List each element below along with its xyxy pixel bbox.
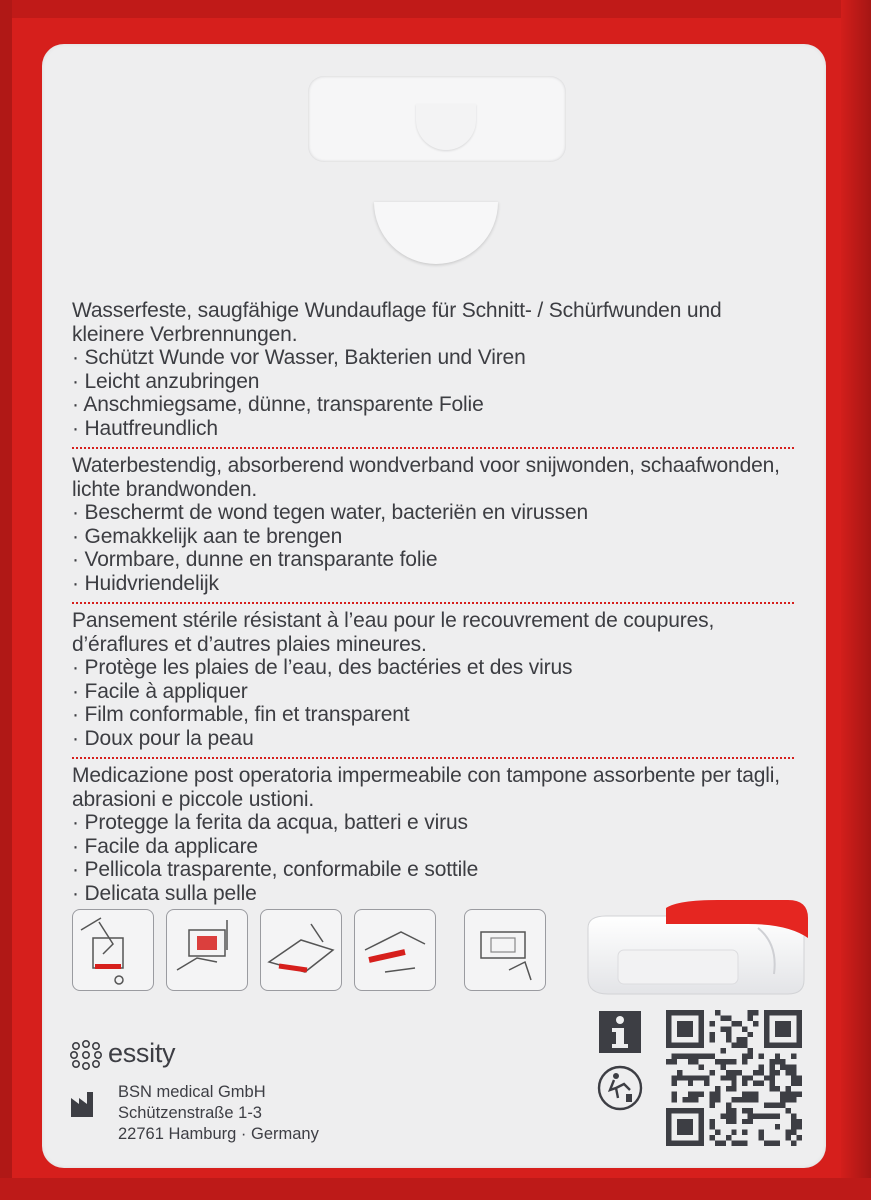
- box-right-edge: [841, 0, 871, 1200]
- section-italian: [72, 761, 794, 910]
- step-5-icon: [464, 909, 546, 991]
- step-4-icon: [354, 909, 436, 991]
- recycle-icon: [596, 1064, 644, 1112]
- bullet-item: · Leicht anzubringen: [72, 370, 794, 394]
- section-french: [72, 606, 794, 755]
- step-3-icon: [260, 909, 342, 991]
- city-country: 22761 Hamburg · Germany: [118, 1125, 319, 1143]
- bullet-item: · Pellicola trasparente, conformabile e sottile: [72, 858, 794, 882]
- bullet-list: [72, 656, 794, 750]
- info-icon: [598, 1010, 642, 1054]
- application-steps: [72, 909, 552, 993]
- section-german: [72, 296, 794, 445]
- box-top-edge: [0, 0, 871, 18]
- bullet-list: [72, 501, 794, 595]
- bullet-item: · Doux pour la peau: [72, 727, 794, 751]
- plaster-product-image: [578, 898, 810, 1002]
- bullet-item: · Facile à appliquer: [72, 680, 794, 704]
- product-description: [72, 296, 794, 910]
- manufacturer-address: [118, 1082, 319, 1145]
- bullet-item: · Hautfreundlich: [72, 417, 794, 441]
- essity-logo: [70, 1038, 230, 1074]
- essity-wordmark: essity: [108, 1038, 176, 1068]
- section-dutch: [72, 451, 794, 600]
- box-left-edge: [0, 0, 12, 1200]
- bullet-list: [72, 346, 794, 440]
- step-1-icon: [72, 909, 154, 991]
- dotted-divider: [72, 602, 794, 604]
- perforated-tab: [374, 202, 498, 264]
- box-bottom-edge: [0, 1178, 871, 1200]
- bullet-item: · Vormbare, dunne en transparante folie: [72, 548, 794, 572]
- bullet-item: · Film conformable, fin et transparent: [72, 703, 794, 727]
- essity-logo-mark: [70, 1040, 102, 1070]
- company-name: BSN medical GmbH: [118, 1083, 266, 1101]
- bullet-item: · Facile da applicare: [72, 835, 794, 859]
- bullet-list: [72, 811, 794, 905]
- bullet-item: · Anschmiegsame, dünne, transparente Folie: [72, 393, 794, 417]
- section-intro: Pansement stérile résistant à l’eau pour le recouvrement de coupures, d’éraflures et d’autres plaies mineures.: [72, 609, 715, 656]
- dotted-divider: [72, 447, 794, 449]
- bullet-item: · Protegge la ferita da acqua, batteri e virus: [72, 811, 794, 835]
- bullet-item: · Delicata sulla pelle: [72, 882, 794, 906]
- bullet-item: · Beschermt de wond tegen water, bacteriën en virussen: [72, 501, 794, 525]
- bullet-item: · Schützt Wunde vor Wasser, Bakterien und Viren: [72, 346, 794, 370]
- section-intro: Waterbestendig, absorberend wondverband voor snijwonden, schaafwonden, lichte brandwonden.: [72, 454, 780, 501]
- step-2-icon: [166, 909, 248, 991]
- bullet-item: · Huidvriendelijk: [72, 572, 794, 596]
- bullet-item: · Gemakkelijk aan te brengen: [72, 525, 794, 549]
- street-address: Schützenstraße 1-3: [118, 1104, 262, 1122]
- section-intro: Wasserfeste, saugfähige Wundauflage für Schnitt- / Schürfwunden und kleinere Verbrennungen.: [72, 299, 722, 346]
- dotted-divider: [72, 757, 794, 759]
- section-intro: Medicazione post operatoria impermeabile con tampone assorbente per tagli, abrasioni e piccole ustioni.: [72, 764, 780, 811]
- bullet-item: · Protège les plaies de l’eau, des bactéries et des virus: [72, 656, 794, 680]
- manufacturer-icon: [70, 1090, 100, 1118]
- qr-code: [666, 1010, 802, 1146]
